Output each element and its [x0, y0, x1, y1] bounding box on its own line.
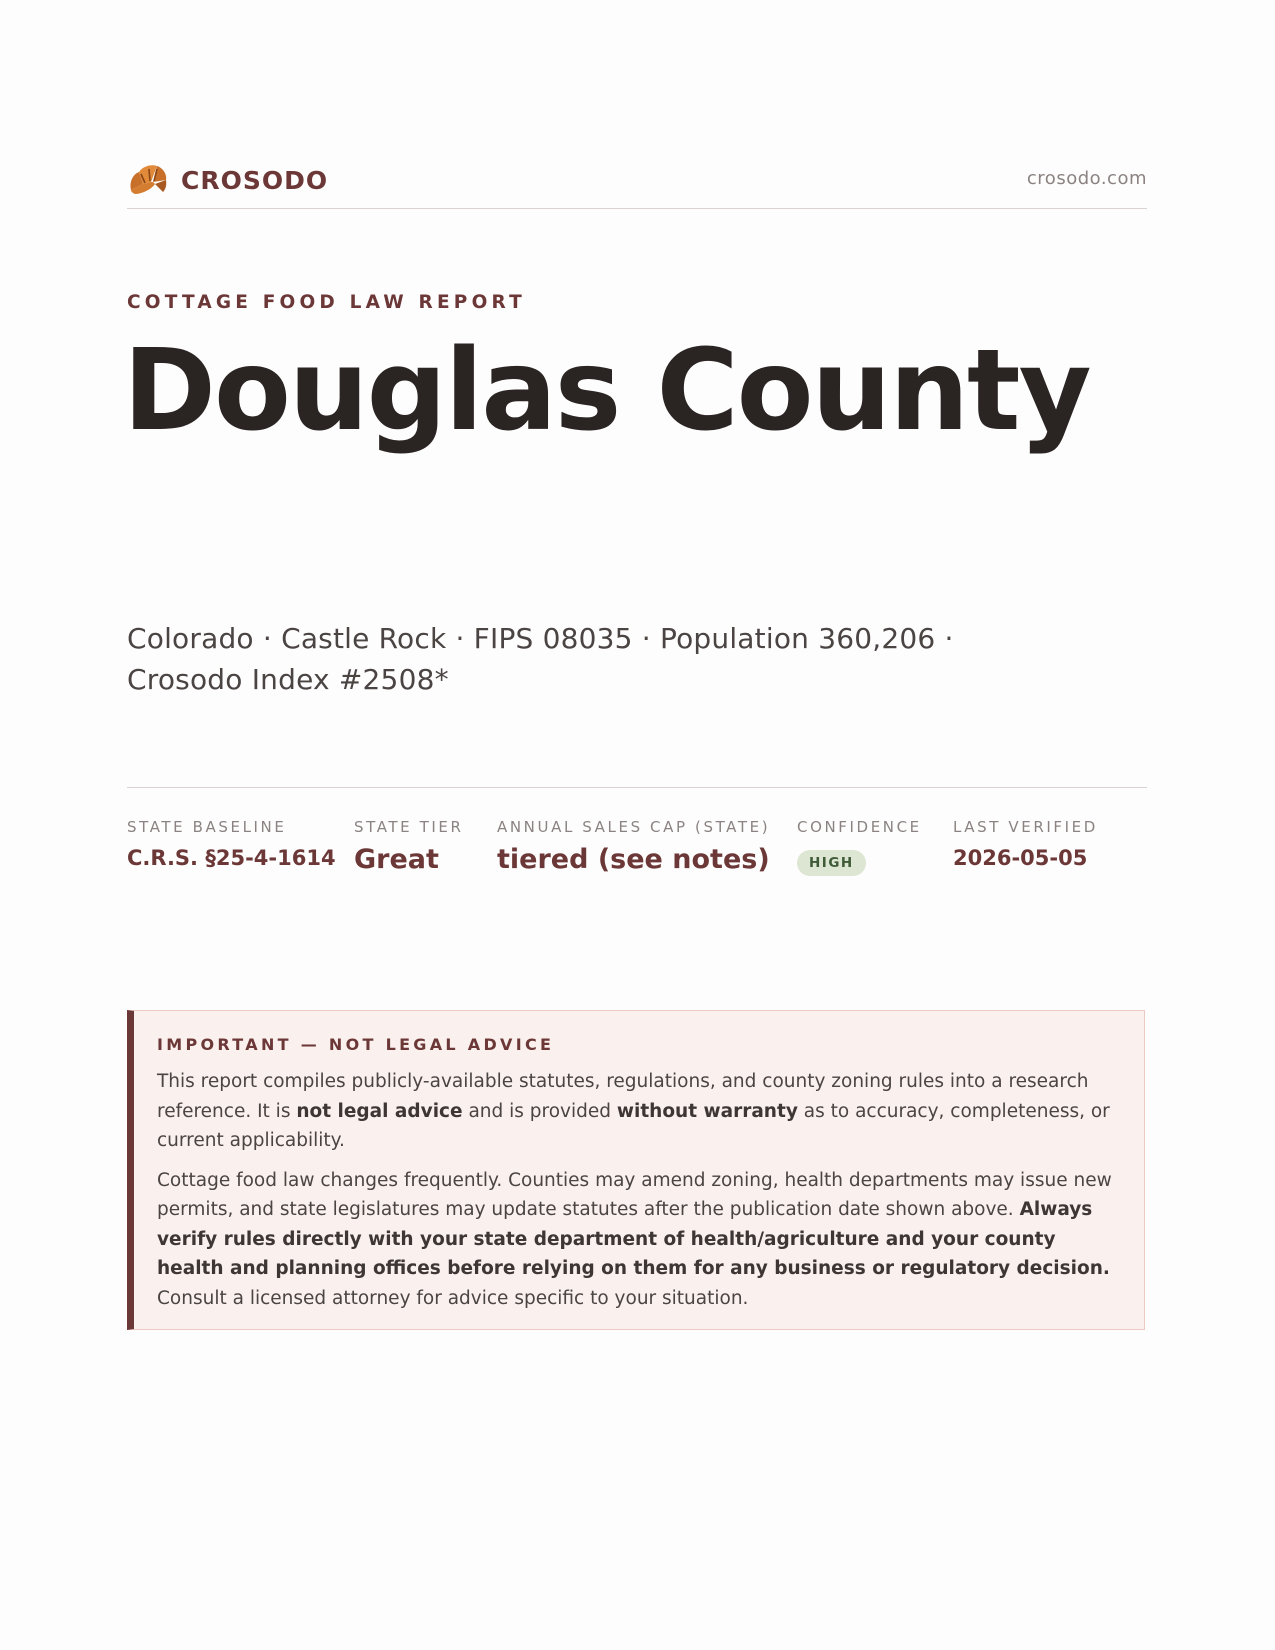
stat-label: ANNUAL SALES CAP (STATE) [497, 818, 771, 836]
stat-confidence [797, 818, 922, 876]
page-title: Douglas County [123, 326, 1090, 456]
stat-label: STATE BASELINE [127, 818, 287, 836]
brand [127, 160, 328, 200]
stat-label: STATE TIER [354, 818, 464, 836]
header-bar [127, 156, 1147, 209]
stat-state-baseline [127, 818, 336, 870]
site-url[interactable]: crosodo.com [1026, 168, 1147, 189]
stat-state-tier [354, 818, 464, 875]
stats-divider [127, 787, 1147, 788]
notice-text: Cottage food law changes frequently. Counties may amend zoning, health departments may issue new permits, and state legislatures may update statutes after the publication date shown above. [157, 1169, 1112, 1220]
confidence-badge: HIGH [797, 850, 866, 876]
brand-name: CROSODO [181, 165, 329, 195]
notice-emphasis: Always verify rules directly with your state department of health/agriculture and your county health and planning offices before relying on them for any business or regulatory decision. [157, 1199, 1110, 1279]
stat-value: 2026-05-05 [953, 846, 1088, 870]
stat-label: CONFIDENCE [797, 818, 922, 836]
stat-label: LAST VERIFIED [953, 818, 1098, 836]
notice-text: Consult a licensed attorney for advice specific to your situation. [157, 1287, 749, 1309]
stat-last-verified [953, 818, 1098, 870]
notice-emphasis: not legal advice [296, 1100, 463, 1122]
notice-text: as to accuracy, completeness, or current applicability. [157, 1100, 1110, 1151]
legal-notice [127, 1010, 1145, 1330]
notice-emphasis: without warranty [616, 1100, 798, 1122]
croissant-icon [127, 160, 169, 200]
stat-value: tiered (see notes) [497, 844, 770, 875]
report-eyebrow: COTTAGE FOOD LAW REPORT [127, 292, 526, 313]
notice-text: This report compiles publicly-available statutes, regulations, and county zoning rules into a research reference. It is [157, 1071, 1089, 1122]
notice-title: IMPORTANT — NOT LEGAL ADVICE [157, 1035, 555, 1054]
report-subtitle: Colorado · Castle Rock · FIPS 08035 · Population 360,206 · Crosodo Index #2508* [127, 622, 954, 696]
notice-paragraph [157, 1067, 1117, 1156]
notice-body [157, 1067, 1117, 1323]
notice-paragraph [157, 1166, 1117, 1314]
stat-value: Great [354, 844, 439, 875]
stat-annual-sales-cap [497, 818, 770, 875]
stat-value: C.R.S. §25-4-1614 [127, 846, 336, 870]
notice-text: and is provided [462, 1100, 617, 1122]
